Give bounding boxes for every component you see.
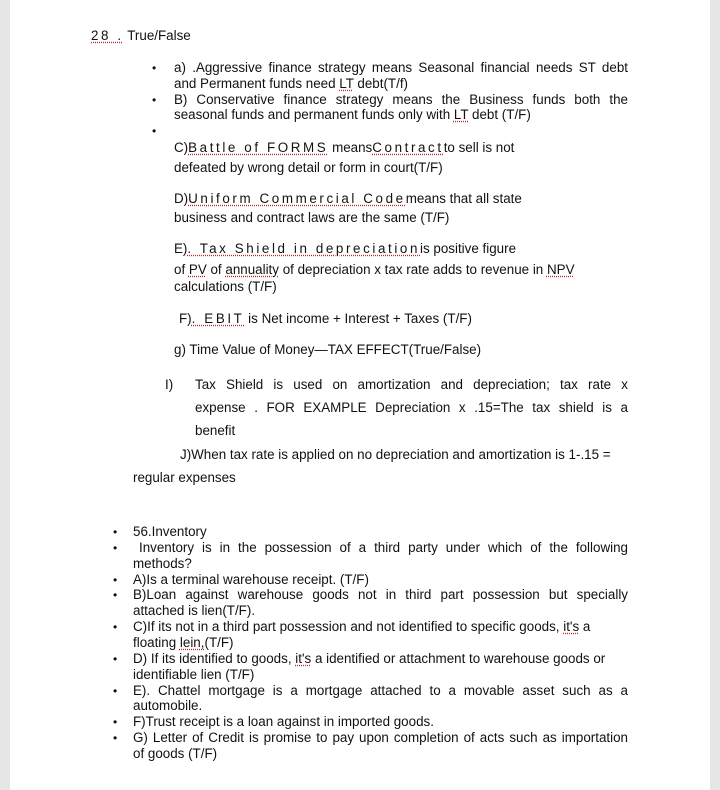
section2-title: 56.Inventory xyxy=(133,524,207,539)
item-e-line3: calculations (T/F) xyxy=(174,279,277,294)
term-tax-shield: Tax Shield in depreciation xyxy=(193,241,420,256)
item-e-line1: E). Tax Shield in depreciationis positive figure xyxy=(174,241,517,256)
inv-item-b-line2: attached is lien(T/F). xyxy=(133,603,256,618)
bullet xyxy=(113,730,117,746)
heading-text: True/False xyxy=(123,28,191,43)
inv-question-line2: methods? xyxy=(133,556,192,571)
bullet xyxy=(113,619,117,635)
bullet xyxy=(113,714,117,730)
item-b-line2: seasonal funds and permanent funds only with LT debt (T/F) xyxy=(174,107,531,122)
item-c-line1: C)Battle of FORMS meansContractto sell is not xyxy=(174,140,515,155)
bullet xyxy=(113,524,117,540)
bullet xyxy=(152,123,156,139)
item-j-line2: regular expenses xyxy=(133,470,236,485)
item-d-line2: business and contract laws are the same (T/F) xyxy=(174,210,450,225)
item-g: g) Time Value of Money—TAX EFFECT(True/False) xyxy=(174,342,482,357)
item-c-line2: defeated by wrong detail or form in court(T/F) xyxy=(174,160,443,175)
inv-question-line1: Inventory is in the possession of a third party under which of the following xyxy=(139,540,628,555)
bullet xyxy=(113,540,117,556)
bullet xyxy=(113,683,117,699)
inv-item-e-line2: automobile. xyxy=(133,698,203,713)
bullet xyxy=(152,92,156,108)
term-battle-of-forms: Battle of FORMS xyxy=(188,140,329,155)
inv-item-g-line2: of goods (T/F) xyxy=(133,746,218,761)
item-i-line2: expense . FOR EXAMPLE Depreciation x .15=The tax shield is a xyxy=(195,400,628,415)
term-contract: Contract xyxy=(372,140,444,155)
inv-item-c-line1: C)If its not in a third part possession and not identified to specific goods, it's a xyxy=(133,619,591,634)
item-e-line2: of PV of annuality of depreciation x tax rate adds to revenue in NPV xyxy=(174,262,575,277)
document-page xyxy=(10,0,710,790)
spell-flag-lt: LT xyxy=(453,107,469,122)
bullet xyxy=(113,587,117,603)
section-heading xyxy=(91,28,191,44)
item-i-label: I) xyxy=(165,377,174,392)
term-ebit: EBIT xyxy=(197,311,245,326)
item-j-line1: J)When tax rate is applied on no depreciation and amortization is 1-.15 = xyxy=(180,447,611,462)
inv-item-a: A)Is a terminal warehouse receipt. (T/F) xyxy=(133,572,369,587)
item-a-line2: and Permanent funds need LT debt(T/f) xyxy=(174,76,408,91)
item-i-line3: benefit xyxy=(195,423,236,438)
inv-item-d-line1: D) If its identified to goods, it's a identified or attachment to warehouse goods or xyxy=(133,651,606,666)
inv-item-e-line1: E). Chattel mortgage is a mortgage attached to a movable asset such as a xyxy=(133,683,628,698)
item-i-line1: Tax Shield is used on amortization and depreciation; tax rate x xyxy=(195,377,628,392)
inv-item-d-line2: identifiable lien (T/F) xyxy=(133,667,255,682)
item-d-line1: D)Uniform Commercial Codemeans that all state xyxy=(174,191,522,206)
item-a-line1: a) .Aggressive finance strategy means Seasonal financial needs ST debt xyxy=(174,60,628,75)
inv-item-f: F)Trust receipt is a loan against in imported goods. xyxy=(133,714,434,729)
bullet xyxy=(113,572,117,588)
spell-flag-lt: LT xyxy=(339,76,354,91)
inv-item-g-line1: G) Letter of Credit is promise to pay upon completion of acts such as importation xyxy=(133,730,628,745)
item-f: F). EBIT is Net income + Interest + Taxes (T/F) xyxy=(179,311,472,326)
inv-item-b-line1: B)Loan against warehouse goods not in third part possession but specially xyxy=(133,587,628,602)
heading-number: 28 . xyxy=(91,28,124,43)
bullet xyxy=(152,60,156,76)
bullet xyxy=(113,651,117,667)
inv-item-c-line2: floating lein,(T/F) xyxy=(133,635,234,650)
term-ucc: Uniform Commercial Code xyxy=(188,191,406,206)
item-b-line1: B) Conservative finance strategy means the Business funds both the xyxy=(174,92,628,107)
